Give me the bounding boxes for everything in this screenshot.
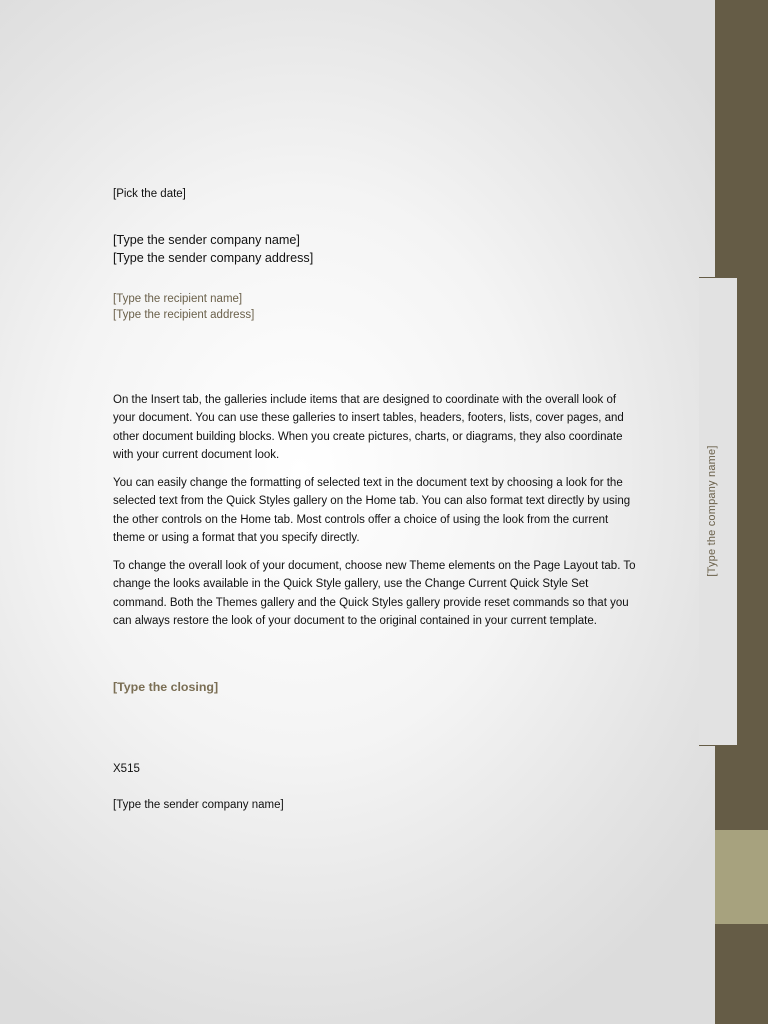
sidebar-accent-block	[715, 830, 768, 924]
recipient-address-placeholder[interactable]: [Type the recipient address]	[113, 309, 255, 321]
body-paragraph-3: To change the overall look of your document, choose new Theme elements on the Page Layout tab. To change the looks available in the Quick Style gallery, use the Change Current Quick Style Set command. Both the Themes gallery and the Quick Styles gallery provide reset commands so that you can always restore the look of your document to the original contained in your current template.	[113, 560, 636, 627]
sender-company-address-placeholder[interactable]: [Type the sender company address]	[113, 251, 314, 265]
closing-placeholder[interactable]: [Type the closing]	[113, 680, 219, 694]
date-placeholder[interactable]: [Pick the date]	[113, 188, 186, 200]
recipient-name-placeholder[interactable]: [Type the recipient name]	[113, 293, 243, 305]
sender-company-name-bottom-placeholder[interactable]: [Type the sender company name]	[113, 799, 284, 811]
company-name-placeholder[interactable]: [Type the company name]	[706, 445, 718, 577]
signature-name: X515	[113, 763, 140, 775]
body-paragraph-1: On the Insert tab, the galleries include items that are designed to coordinate with the overall look of your document. You can use these galleries to insert tables, headers, footers, lists, cover pages, and other document building blocks. When you create pictures, charts, or diagrams, they also coordinate with your current document look.	[113, 394, 624, 461]
body-paragraph-2: You can easily change the formatting of selected text in the document text by choosing a look for the selected text from the Quick Styles gallery on the Home tab. You can also format text directly by using the other controls on the Home tab. Most controls offer a choice of using the look from the current theme or using a format that you specify directly.	[113, 477, 631, 544]
sender-company-name-placeholder[interactable]: [Type the sender company name]	[113, 233, 300, 247]
company-name-tab-panel	[699, 278, 737, 745]
